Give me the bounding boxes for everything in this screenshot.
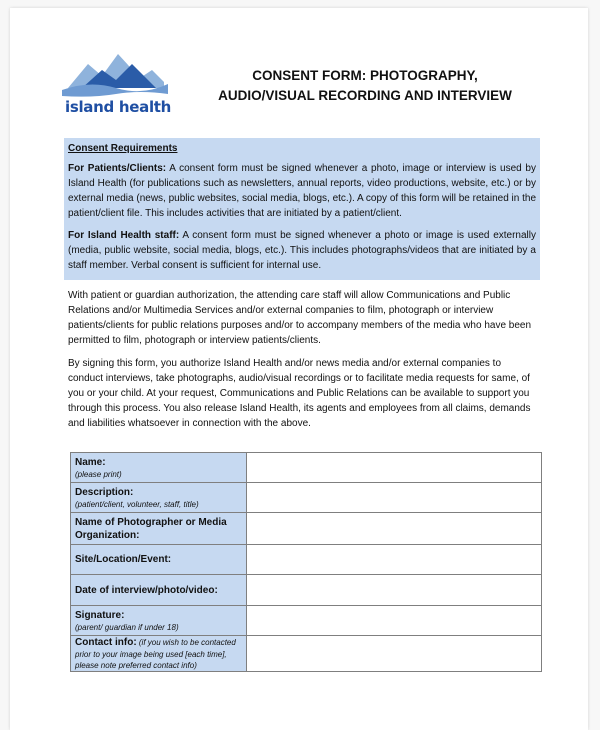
form-label-cell (71, 453, 247, 483)
release-paragraph: By signing this form, you authorize Island Health and/or news media and/or external companies to conduct interviews, take photographs, audio/visual recordings or to facilitate media requests for same, of you or your child. At your request, Communications and Public Relations can be available to support you through this process. You also release Island Health, its agents and employees from all claims, demands and liabilities whatsoever in connection with the above. (68, 358, 531, 429)
form-sublabel: (patient/client, volunteer, staff, title) (75, 499, 199, 509)
form-label: Signature: (75, 609, 125, 621)
island-health-logo (60, 50, 170, 120)
contact-label: Contact info: (75, 637, 137, 648)
form-label-cell (71, 636, 247, 672)
form-label (75, 636, 242, 649)
name-field[interactable] (247, 453, 542, 483)
form-row-signature (71, 606, 542, 636)
consent-requirements-box (64, 138, 540, 280)
staff-text: A consent form must be signed whenever a photo or image is used externally (media, public website, social media, blogs, etc.). This includes photographs/videos that are initiated by a staff member. Verbal consent is sufficient for internal use. (68, 230, 536, 271)
form-label: Site/Location/Event: (75, 554, 172, 565)
form-row-photographer (71, 513, 542, 545)
form-label: Description: (75, 486, 134, 498)
form-label-cell (71, 545, 247, 575)
form-sublabel: (parent/ guardian if under 18) (75, 622, 179, 632)
form-row-date (71, 575, 542, 606)
patients-text: A consent form must be signed whenever a photo, image or interview is used by Island Health (for publications such as newsletters, annual reports, video productions, website, etc.) or by external media (news, public websites, social media, blogs, etc.). A copy of this form will be retained in the patient/client file. This includes activities that are initiated by a patient/client. (68, 163, 537, 219)
form-row-name (71, 453, 542, 483)
site-location-field[interactable] (247, 545, 542, 575)
title-line-2: AUDIO/VISUAL RECORDING AND INTERVIEW (218, 88, 512, 103)
form-sublabel: (please print) (75, 469, 122, 479)
signature-field[interactable] (247, 606, 542, 636)
staff-paragraph (68, 228, 536, 273)
photographer-field[interactable] (247, 513, 542, 545)
form-label: Name: (75, 456, 106, 468)
form-label: Name of Photographer or Media Organization: (75, 516, 227, 541)
form-label-cell (71, 606, 247, 636)
title-line-1: CONSENT FORM: PHOTOGRAPHY, (252, 68, 478, 83)
date-field[interactable] (247, 575, 542, 606)
patients-label: For Patients/Clients: (68, 163, 167, 174)
form-row-description (71, 483, 542, 513)
form-sublabel: prior to your image being used [each time], please note preferred contact info) (75, 650, 227, 670)
description-field[interactable] (247, 483, 542, 513)
staff-label: For Island Health staff: (68, 230, 180, 241)
form-label-cell (71, 483, 247, 513)
form-row-contact (71, 636, 542, 672)
authorization-paragraph: With patient or guardian authorization, the attending care staff will allow Communications and Public Relations and/or Multimedia Services and/or external companies to film, photograph or interview patients/clients for public relations purposes and/or to accompany members of the media who have been permitted to film, photograph or interview patients/clients. (68, 290, 532, 346)
form-label-cell (71, 513, 247, 545)
patients-paragraph (68, 161, 536, 221)
consent-details-table (70, 452, 542, 672)
document-page (10, 8, 588, 730)
mountain-logo-icon (60, 50, 170, 100)
requirements-heading: Consent Requirements (68, 143, 178, 154)
document-title (170, 66, 560, 106)
form-row-site (71, 545, 542, 575)
contact-info-field[interactable] (247, 636, 542, 672)
form-label: Date of interview/photo/video: (75, 584, 218, 596)
logo-wordmark: island health (65, 98, 172, 116)
form-label-cell (71, 575, 247, 606)
contact-inline-note: (if you wish to be contacted (136, 638, 236, 647)
